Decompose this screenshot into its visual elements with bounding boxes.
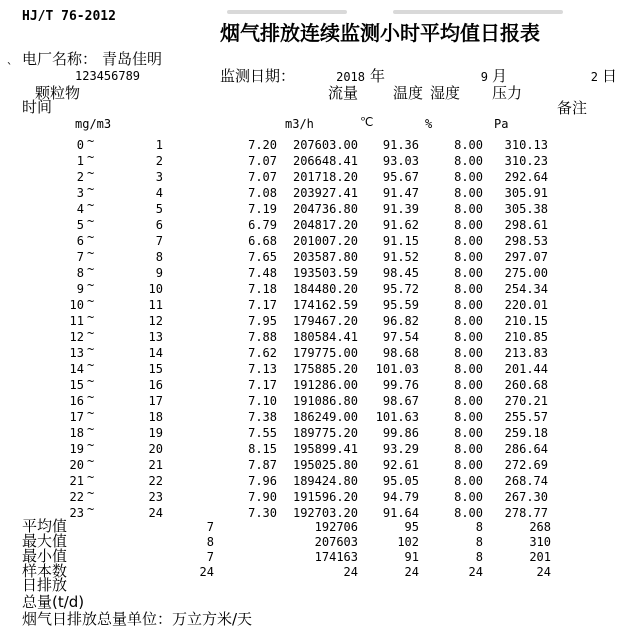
year-unit: 年 — [370, 67, 386, 85]
table-row — [0, 358, 642, 378]
particulate-value: 7.62 — [248, 346, 277, 360]
pressure-value: 268 — [529, 520, 551, 534]
humidity-value: 8.00 — [454, 202, 483, 216]
flow-value: 174162.59 — [292, 298, 358, 312]
hour-end: 22 — [148, 474, 163, 488]
flow-value: 184480.20 — [292, 282, 358, 296]
temperature-value: 94.79 — [382, 490, 419, 504]
report-title: 烟气排放连续监测小时平均值日报表 — [220, 21, 540, 45]
hour-start: 4 — [76, 202, 84, 216]
flow-value: 24 — [343, 565, 358, 579]
time-tilde: ~ — [87, 326, 95, 340]
temperature-value: 98.45 — [382, 266, 419, 280]
hour-start: 9 — [76, 282, 84, 296]
particulate-value: 6.68 — [248, 234, 277, 248]
table-row — [0, 390, 642, 410]
hour-start: 17 — [69, 410, 84, 424]
table-row — [0, 486, 642, 506]
hour-start: 14 — [69, 362, 84, 376]
summary-row — [0, 519, 642, 535]
hour-end: 12 — [148, 314, 163, 328]
pressure-value: 260.68 — [504, 378, 548, 392]
pressure-value: 210.15 — [504, 314, 548, 328]
particulate-value: 7.18 — [248, 282, 277, 296]
hour-start: 8 — [76, 266, 84, 280]
hour-start: 22 — [69, 490, 84, 504]
temperature-value: 96.82 — [382, 314, 419, 328]
summary-label: 样本数 — [22, 562, 68, 580]
particulate-value: 7.48 — [248, 266, 277, 280]
pressure-value: 292.64 — [504, 170, 548, 184]
particulate-value: 6.79 — [248, 218, 277, 232]
time-tilde: ~ — [87, 214, 95, 228]
particulate-value: 7.30 — [248, 506, 277, 520]
scan-artifact — [393, 10, 563, 14]
temperature-value: 99.76 — [382, 378, 419, 392]
table-row — [0, 134, 642, 154]
temperature-value: 95.05 — [382, 474, 419, 488]
pressure-value: 298.53 — [504, 234, 548, 248]
hour-start: 12 — [69, 330, 84, 344]
humidity-value: 8.00 — [454, 170, 483, 184]
humidity-value: 8 — [475, 535, 483, 549]
particulate-value: 7 — [206, 550, 214, 564]
hour-start: 2 — [76, 170, 84, 184]
pressure-value: 310.23 — [504, 154, 548, 168]
humidity-value: 8.00 — [454, 154, 483, 168]
hour-end: 15 — [148, 362, 163, 376]
flow-value: 207603.00 — [292, 138, 358, 152]
hour-end: 11 — [148, 298, 163, 312]
pressure-value: 267.30 — [504, 490, 548, 504]
table-row — [0, 230, 642, 250]
temperature-value: 93.29 — [382, 442, 419, 456]
flow-value: 201718.20 — [292, 170, 358, 184]
humidity-value: 8.00 — [454, 362, 483, 376]
flow-value: 189775.20 — [292, 426, 358, 440]
table-row — [0, 422, 642, 442]
humidity-value: 8.00 — [454, 218, 483, 232]
hour-start: 3 — [76, 186, 84, 200]
table-row — [0, 246, 642, 266]
hour-start: 21 — [69, 474, 84, 488]
hour-end: 21 — [148, 458, 163, 472]
hour-start: 1 — [76, 154, 84, 168]
table-row — [0, 310, 642, 330]
hour-start: 16 — [69, 394, 84, 408]
table-row — [0, 294, 642, 314]
col-humidity-label: 湿度 — [430, 84, 461, 102]
particulate-value: 7.96 — [248, 474, 277, 488]
month-value: 9 — [480, 70, 488, 84]
time-tilde: ~ — [87, 486, 95, 500]
flow-value: 189424.80 — [292, 474, 358, 488]
table-row — [0, 262, 642, 282]
pressure-value: 270.21 — [504, 394, 548, 408]
time-tilde: ~ — [87, 310, 95, 324]
plant-code: 123456789 — [75, 69, 141, 83]
table-row — [0, 470, 642, 490]
particulate-value: 7.07 — [248, 170, 277, 184]
col-pressure-label: 压力 — [492, 84, 523, 102]
particulate-value: 7.07 — [248, 154, 277, 168]
humidity-value: 8.00 — [454, 410, 483, 424]
temperature-value: 101.63 — [375, 410, 419, 424]
particulate-value: 7 — [206, 520, 214, 534]
table-row — [0, 454, 642, 474]
flow-value: 191596.20 — [292, 490, 358, 504]
temperature-value: 91.62 — [382, 218, 419, 232]
month-unit: 月 — [492, 67, 508, 85]
humidity-unit: % — [425, 117, 433, 131]
hour-end: 1 — [155, 138, 163, 152]
humidity-value: 8.00 — [454, 378, 483, 392]
time-tilde: ~ — [87, 294, 95, 308]
pressure-value: 286.64 — [504, 442, 548, 456]
hour-end: 20 — [148, 442, 163, 456]
particulate-value: 7.19 — [248, 202, 277, 216]
time-tilde: ~ — [87, 278, 95, 292]
temperature-value: 95.67 — [382, 170, 419, 184]
standard-code: HJ/T 76-2012 — [22, 9, 116, 24]
temperature-value: 97.54 — [382, 330, 419, 344]
humidity-value: 8.00 — [454, 426, 483, 440]
particulate-value: 7.17 — [248, 298, 277, 312]
humidity-value: 8 — [475, 520, 483, 534]
time-tilde: ~ — [87, 230, 95, 244]
hour-start: 10 — [69, 298, 84, 312]
pressure-value: 201.44 — [504, 362, 548, 376]
hour-end: 13 — [148, 330, 163, 344]
temperature-value: 92.61 — [382, 458, 419, 472]
flow-value: 195025.80 — [292, 458, 358, 472]
humidity-value: 24 — [468, 565, 483, 579]
scan-artifact — [227, 10, 347, 14]
particulate-value: 7.65 — [248, 250, 277, 264]
pressure-value: 24 — [536, 565, 551, 579]
particulate-value: 7.55 — [248, 426, 277, 440]
table-row — [0, 198, 642, 218]
flow-value: 192706 — [314, 520, 358, 534]
temperature-value: 98.67 — [382, 394, 419, 408]
summary-label: 最大值 — [22, 532, 68, 550]
hour-end: 4 — [155, 186, 163, 200]
flow-value: 174163 — [314, 550, 358, 564]
flow-value: 195899.41 — [292, 442, 358, 456]
flow-value: 193503.59 — [292, 266, 358, 280]
monitor-date-label: 监测日期： — [220, 67, 296, 85]
hour-start: 5 — [76, 218, 84, 232]
hour-end: 16 — [148, 378, 163, 392]
table-row — [0, 342, 642, 362]
temperature-value: 91.36 — [382, 138, 419, 152]
pressure-value: 255.57 — [504, 410, 548, 424]
pressure-value: 201 — [529, 550, 551, 564]
hour-start: 23 — [69, 506, 84, 520]
daily-total-label-line2: 总量(t/d) — [22, 593, 85, 611]
time-tilde: ~ — [87, 454, 95, 468]
stray-tick-mark: ` — [6, 61, 14, 75]
col-particulate-label: 颗粒物 — [35, 84, 81, 102]
pressure-value: 305.91 — [504, 186, 548, 200]
temperature-value: 98.68 — [382, 346, 419, 360]
flow-value: 191086.80 — [292, 394, 358, 408]
summary-row — [0, 564, 642, 580]
temperature-value: 91.15 — [382, 234, 419, 248]
hour-end: 24 — [148, 506, 163, 520]
time-tilde: ~ — [87, 262, 95, 276]
hour-end: 7 — [155, 234, 163, 248]
humidity-value: 8.00 — [454, 442, 483, 456]
particulate-unit: mg/m3 — [75, 117, 112, 131]
summary-label: 最小值 — [22, 547, 68, 565]
time-tilde: ~ — [87, 502, 95, 516]
hour-start: 0 — [76, 138, 84, 152]
hour-start: 15 — [69, 378, 84, 392]
flow-value: 204736.80 — [292, 202, 358, 216]
particulate-value: 7.90 — [248, 490, 277, 504]
pressure-value: 275.00 — [504, 266, 548, 280]
time-tilde: ~ — [87, 422, 95, 436]
humidity-value: 8.00 — [454, 458, 483, 472]
pressure-value: 297.07 — [504, 250, 548, 264]
col-temp-label: 温度 — [393, 84, 424, 102]
summary-label: 平均值 — [22, 517, 68, 535]
temperature-value: 95 — [404, 520, 419, 534]
plant-name-label: 电厂名称： — [22, 50, 98, 68]
table-row — [0, 166, 642, 186]
hour-start: 18 — [69, 426, 84, 440]
pressure-value: 213.83 — [504, 346, 548, 360]
particulate-value: 7.08 — [248, 186, 277, 200]
flow-value: 186249.00 — [292, 410, 358, 424]
particulate-value: 7.87 — [248, 458, 277, 472]
particulate-value: 7.88 — [248, 330, 277, 344]
col-remark-label: 备注 — [557, 99, 588, 117]
humidity-value: 8.00 — [454, 490, 483, 504]
temperature-value: 99.86 — [382, 426, 419, 440]
pressure-value: 259.18 — [504, 426, 548, 440]
humidity-value: 8.00 — [454, 282, 483, 296]
particulate-value: 8 — [206, 535, 214, 549]
temperature-value: 95.72 — [382, 282, 419, 296]
flow-value: 204817.20 — [292, 218, 358, 232]
temperature-value: 91.39 — [382, 202, 419, 216]
table-row — [0, 438, 642, 458]
summary-row — [0, 549, 642, 565]
hour-start: 6 — [76, 234, 84, 248]
humidity-value: 8.00 — [454, 506, 483, 520]
particulate-value: 7.20 — [248, 138, 277, 152]
particulate-value: 8.15 — [248, 442, 277, 456]
flow-value: 203587.80 — [292, 250, 358, 264]
year-value: 2018 — [336, 70, 365, 84]
flow-value: 179467.20 — [292, 314, 358, 328]
flow-value: 206648.41 — [292, 154, 358, 168]
time-tilde: ~ — [87, 470, 95, 484]
humidity-value: 8.00 — [454, 186, 483, 200]
temperature-value: 24 — [404, 565, 419, 579]
pressure-value: 254.34 — [504, 282, 548, 296]
particulate-value: 7.95 — [248, 314, 277, 328]
flow-value: 203927.41 — [292, 186, 358, 200]
humidity-value: 8.00 — [454, 314, 483, 328]
particulate-value: 7.17 — [248, 378, 277, 392]
particulate-value: 7.13 — [248, 362, 277, 376]
humidity-value: 8.00 — [454, 138, 483, 152]
humidity-value: 8.00 — [454, 250, 483, 264]
hour-end: 6 — [155, 218, 163, 232]
time-tilde: ~ — [87, 198, 95, 212]
hour-end: 5 — [155, 202, 163, 216]
table-row — [0, 214, 642, 234]
temperature-value: 101.03 — [375, 362, 419, 376]
humidity-value: 8.00 — [454, 330, 483, 344]
temperature-value: 91.52 — [382, 250, 419, 264]
flow-value: 179775.00 — [292, 346, 358, 360]
time-tilde: ~ — [87, 246, 95, 260]
hour-end: 14 — [148, 346, 163, 360]
summary-row — [0, 534, 642, 550]
table-row — [0, 150, 642, 170]
temperature-value: 93.03 — [382, 154, 419, 168]
hour-start: 19 — [69, 442, 84, 456]
hour-end: 2 — [155, 154, 163, 168]
humidity-value: 8.00 — [454, 346, 483, 360]
flow-value: 192703.20 — [292, 506, 358, 520]
hour-end: 3 — [155, 170, 163, 184]
table-row — [0, 278, 642, 298]
flow-value: 201007.20 — [292, 234, 358, 248]
time-tilde: ~ — [87, 182, 95, 196]
pressure-value: 298.61 — [504, 218, 548, 232]
pressure-value: 305.38 — [504, 202, 548, 216]
humidity-value: 8.00 — [454, 474, 483, 488]
humidity-value: 8.00 — [454, 266, 483, 280]
particulate-value: 24 — [199, 565, 214, 579]
hour-end: 10 — [148, 282, 163, 296]
humidity-value: 8 — [475, 550, 483, 564]
hour-end: 17 — [148, 394, 163, 408]
hour-end: 23 — [148, 490, 163, 504]
hour-start: 20 — [69, 458, 84, 472]
flow-value: 191286.00 — [292, 378, 358, 392]
humidity-value: 8.00 — [454, 298, 483, 312]
flow-unit: m3/h — [285, 117, 314, 131]
hour-start: 7 — [76, 250, 84, 264]
pressure-value: 210.85 — [504, 330, 548, 344]
table-row — [0, 182, 642, 202]
pressure-value: 310 — [529, 535, 551, 549]
time-tilde: ~ — [87, 358, 95, 372]
flue-gas-unit-note: 烟气日排放总量单位：万立方米/天 — [22, 610, 253, 628]
pressure-value: 268.74 — [504, 474, 548, 488]
pressure-unit: Pa — [494, 117, 509, 131]
col-flow-label: 流量 — [328, 84, 359, 102]
hour-start: 11 — [69, 314, 84, 328]
particulate-value: 7.38 — [248, 410, 277, 424]
hour-end: 19 — [148, 426, 163, 440]
plant-name-value: 青岛佳明 — [102, 50, 163, 68]
humidity-value: 8.00 — [454, 394, 483, 408]
day-unit: 日 — [602, 67, 618, 85]
table-row — [0, 406, 642, 426]
temperature-value: 95.59 — [382, 298, 419, 312]
daily-total-label-line1: 日排放 — [22, 576, 68, 594]
hour-end: 9 — [155, 266, 163, 280]
day-value: 2 — [590, 70, 598, 84]
time-tilde: ~ — [87, 166, 95, 180]
temp-unit: ℃ — [360, 115, 374, 129]
pressure-value: 310.13 — [504, 138, 548, 152]
hour-end: 8 — [155, 250, 163, 264]
time-tilde: ~ — [87, 134, 95, 148]
pressure-value: 278.77 — [504, 506, 548, 520]
time-tilde: ~ — [87, 374, 95, 388]
temperature-value: 91.47 — [382, 186, 419, 200]
pressure-value: 220.01 — [504, 298, 548, 312]
temperature-value: 91 — [404, 550, 419, 564]
flow-value: 207603 — [314, 535, 358, 549]
hour-end: 18 — [148, 410, 163, 424]
time-tilde: ~ — [87, 438, 95, 452]
temperature-value: 91.64 — [382, 506, 419, 520]
time-tilde: ~ — [87, 342, 95, 356]
flow-value: 180584.41 — [292, 330, 358, 344]
table-row — [0, 326, 642, 346]
humidity-value: 8.00 — [454, 234, 483, 248]
col-time-label: 时间 — [22, 98, 53, 116]
hour-start: 13 — [69, 346, 84, 360]
time-tilde: ~ — [87, 390, 95, 404]
pressure-value: 272.69 — [504, 458, 548, 472]
particulate-value: 7.10 — [248, 394, 277, 408]
temperature-value: 102 — [397, 535, 419, 549]
time-tilde: ~ — [87, 406, 95, 420]
time-tilde: ~ — [87, 150, 95, 164]
flow-value: 175885.20 — [292, 362, 358, 376]
table-row — [0, 374, 642, 394]
